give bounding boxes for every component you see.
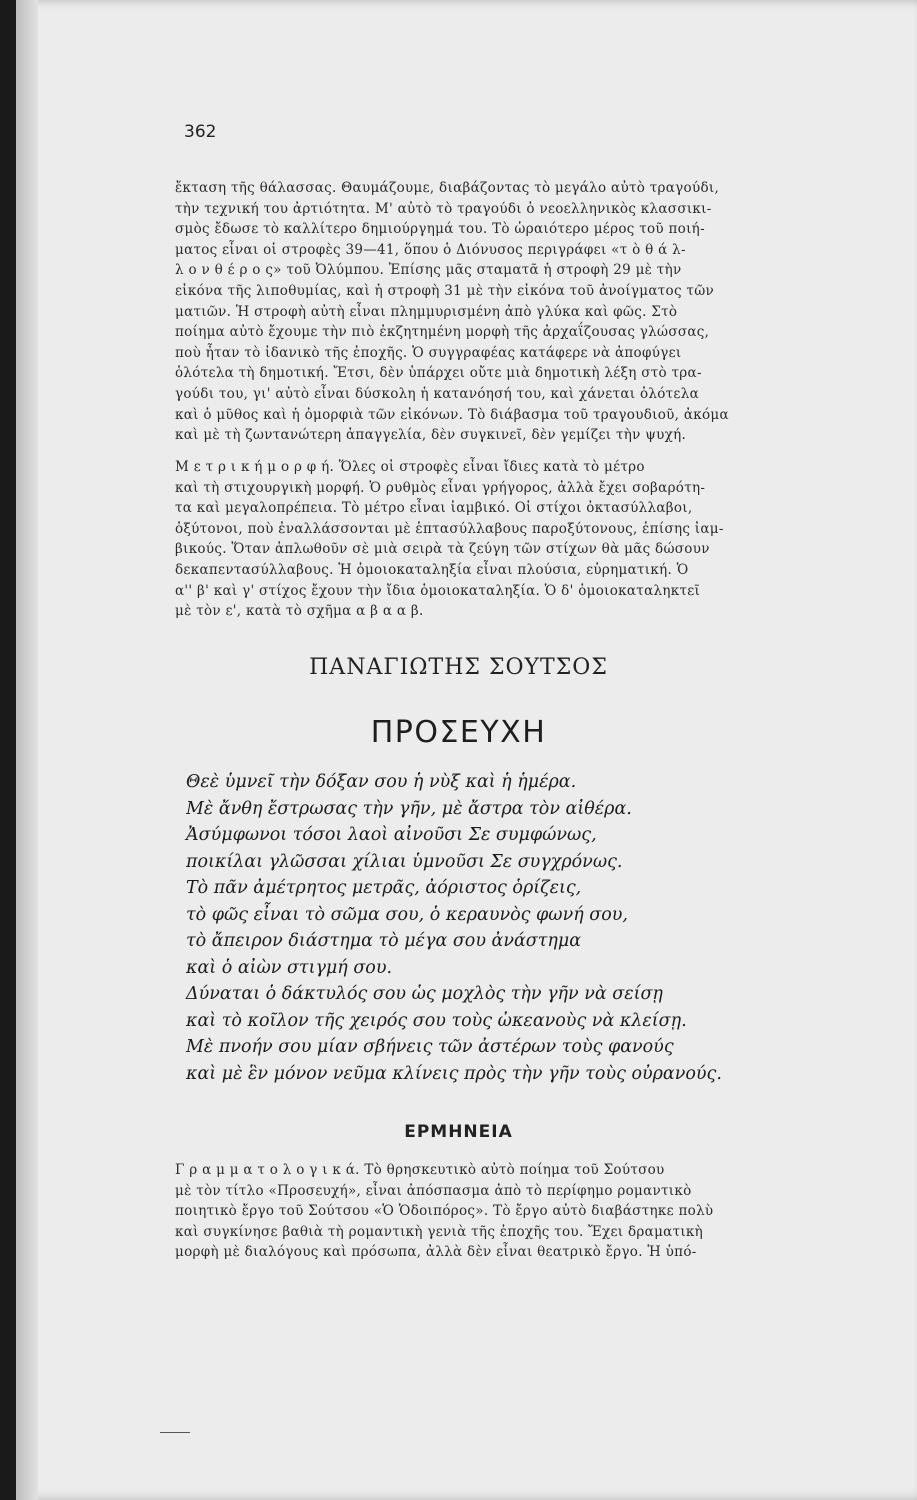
page-number: 362 bbox=[184, 122, 217, 142]
poem-line: καὶ μὲ ἓν μόνον νεῦμα κλίνεις πρὸς τὴν γῆν τοὺς οὐρανούς. bbox=[186, 1063, 722, 1084]
poem-line: τὸ φῶς εἶναι τὸ σῶμα σου, ὁ κεραυνὸς φωνή σου, bbox=[186, 904, 628, 925]
footnote-rule bbox=[160, 1432, 190, 1433]
poem-author: ΠΑΝΑΓΙΩΤΗΣ ΣΟΥΤΣΟΣ bbox=[309, 655, 608, 680]
text-line: Μ ε τ ρ ι κ ή μ ο ρ φ ή. Ὅλες οἱ στροφὲς εἶναι ἴδιες κατὰ τὸ μέτρο bbox=[175, 459, 645, 475]
poem-line: Θεὲ ὑμνεῖ τὴν δόξαν σου ἡ νὺξ καὶ ἡ ἡμέρα. bbox=[186, 772, 577, 792]
text-line: τὴν τεχνική του ἀρτιότητα. Μ' αὐτὸ τὸ τραγούδι ὁ νεοελληνικὸς κλασσικι- bbox=[175, 200, 712, 217]
text-line: τα καὶ μεγαλοπρέπεια. Τὸ μέτρο εἶναι ἰαμβικό. Οἱ στίχοι ὀκτασύλλαβοι, bbox=[175, 500, 693, 517]
text-line: γούδι του, γι' αὐτὸ εἶναι δύσκολη ἡ κατανόησή του, καὶ χάνεται ὁλότελα bbox=[175, 385, 699, 402]
poem-body bbox=[186, 769, 722, 1087]
poem-line: καὶ ὁ αἰὼν στιγμή σου. bbox=[186, 957, 393, 978]
text-line: μὲ τὸν ε', κατὰ τὸ σχῆμα α β α α β. bbox=[175, 603, 424, 620]
text-line: ποιητικὸ ἔργο τοῦ Σούτσου «Ὁ Ὁδοιπόρος». Τὸ ἔργο αὐτὸ διαβάστηκε πολὺ bbox=[175, 1203, 714, 1220]
paragraph-1 bbox=[175, 178, 729, 446]
text-line: ἔκταση τῆς θάλασσας. Θαυμάζουμε, διαβάζοντας τὸ μεγάλο αὐτὸ τραγούδι, bbox=[175, 180, 720, 196]
text-line: σμὸς ἔδωσε τὸ καλλίτερο δημιούργημά του. Τὸ ὡραιότερο μέρος τοῦ ποιή- bbox=[175, 221, 705, 238]
text-line: ποὺ ἦταν τὸ ἰδανικὸ τῆς ἐποχῆς. Ὁ συγγραφέας κατάφερε νὰ ἀποφύγει bbox=[175, 344, 682, 361]
poem-line: Μὲ πνοήν σου μίαν σβήνεις τῶν ἀστέρων τοὺς φανούς bbox=[186, 1037, 674, 1057]
text-line: ποίημα αὐτὸ ἔχουμε τὴν πιὸ ἐκζητημένη μορφὴ τῆς ἀρχαΐζουσας γλώσσας, bbox=[175, 324, 710, 341]
text-line: ὀξύτονοι, ποὺ ἐναλλάσσονται μὲ ἑπτασύλλαβους παροξύτονους, ἐπίσης ἰαμ- bbox=[175, 520, 724, 537]
text-line: καὶ ὁ μῦθος καὶ ἡ ὀμορφιὰ τῶν εἰκόνων. Τὸ διάβασμα τοῦ τραγουδιοῦ, ἀκόμα bbox=[175, 406, 729, 423]
text-line: καὶ συγκίνησε βαθιὰ τὴ ρομαντικὴ γενιὰ τῆς ἐποχῆς του. Ἔχει δραματικὴ bbox=[175, 1223, 704, 1240]
text-line: εἰκόνα τῆς λιποθυμίας, καὶ ἡ στροφὴ 31 μὲ τὴν εἰκόνα τοῦ ἀνοίγματος τῶν bbox=[175, 282, 715, 299]
poem-line: ποικίλαι γλῶσσαι χίλιαι ὑμνοῦσι Σε συγχρόνως. bbox=[186, 851, 623, 872]
poem-title: ΠΡΟΣΕΥΧΗ bbox=[370, 715, 547, 750]
text-line: μὲ τὸν τίτλο «Προσευχή», εἶναι ἀπόσπασμα ἀπὸ τὸ περίφημο ρομαντικὸ bbox=[175, 1182, 692, 1199]
text-line: Γ ρ α μ μ α τ ο λ ο γ ι κ ά. Τὸ θρησκευτικὸ αὐτὸ ποίημα τοῦ Σούτσου bbox=[175, 1162, 665, 1178]
page-gutter-shadow bbox=[16, 0, 38, 1500]
text-line: α'' β' καὶ γ' στίχος ἔχουν τὴν ἴδια ὁμοιοκαταληξία. Ὁ δ' ὁμοιοκαταληκτεῖ bbox=[175, 582, 701, 599]
poem-line: Μὲ ἄνθη ἔστρωσας τὴν γῆν, μὲ ἄστρα τὸν αἰθέρα. bbox=[186, 798, 632, 819]
text-line: βικούς. Ὅταν ἁπλωθοῦν σὲ μιὰ σειρὰ τὰ ζεύγη τῶν στίχων θὰ μᾶς δώσουν bbox=[175, 541, 710, 558]
text-line: καὶ μὲ τὴ ζωντανώτερη ἀπαγγελία, δὲν συγκινεῖ, δὲν γεμίζει τὴν ψυχή. bbox=[175, 427, 687, 444]
text-line: δεκαπεντασύλλαβους. Ἡ ὁμοιοκαταληξία εἶναι πλούσια, εὑρηματική. Ὁ bbox=[175, 561, 689, 578]
poem-line: τὸ ἄπειρον διάστημα τὸ μέγα σου ἀνάστημα bbox=[186, 931, 582, 951]
text-line: ὁλότελα τὴ δημοτική. Ἔτσι, δὲν ὑπάρχει οὔτε μιὰ δημοτικὴ λέξη στὸ τρα- bbox=[175, 365, 702, 382]
paragraph-2 bbox=[175, 457, 724, 622]
text-line: καὶ τὴ στιχουργικὴ μορφή. Ὁ ρυθμὸς εἶναι γρήγορος, ἀλλὰ ἔχει σοβαρότη- bbox=[175, 479, 706, 496]
text-line: ματος εἶναι οἱ στροφὲς 39—41, ὅπου ὁ Διόνυσος περιγράφει «τ ὸ θ ά λ- bbox=[175, 241, 686, 258]
text-line: μορφὴ μὲ διαλόγους καὶ πρόσωπα, ἀλλὰ δὲν εἶναι θεατρικὸ ἔργο. Ἡ ὑπό- bbox=[175, 1244, 697, 1261]
text-line: ματιῶν. Ἡ στροφὴ αὐτὴ εἶναι πλημμυρισμένη ἀπὸ γλύκα καὶ φῶς. Στὸ bbox=[175, 303, 678, 320]
paragraph-3 bbox=[175, 1160, 713, 1263]
text-line: λ ο ν θ έ ρ ο ς» τοῦ Ὀλύμπου. Ἐπίσης μᾶς σταματᾶ ἡ στροφὴ 29 μὲ τὴν bbox=[175, 262, 682, 279]
poem-line: Δύναται ὁ δάκτυλός σου ὡς μοχλὸς τὴν γῆν νὰ σείσῃ bbox=[186, 984, 663, 1004]
poem-line: Τὸ πᾶν ἀμέτρητος μετρᾶς, ἀόριστος ὁρίζεις, bbox=[186, 878, 582, 898]
section-title: ΕΡΜΗΝΕΙΑ bbox=[404, 1122, 513, 1142]
poem-line: καὶ τὸ κοῖλον τῆς χειρός σου τοὺς ὠκεανοὺς νὰ κλείσῃ. bbox=[186, 1010, 687, 1031]
poem-line: Ἀσύμφωνοι τόσοι λαοὶ αἰνοῦσι Σε συμφώνως, bbox=[186, 825, 597, 845]
